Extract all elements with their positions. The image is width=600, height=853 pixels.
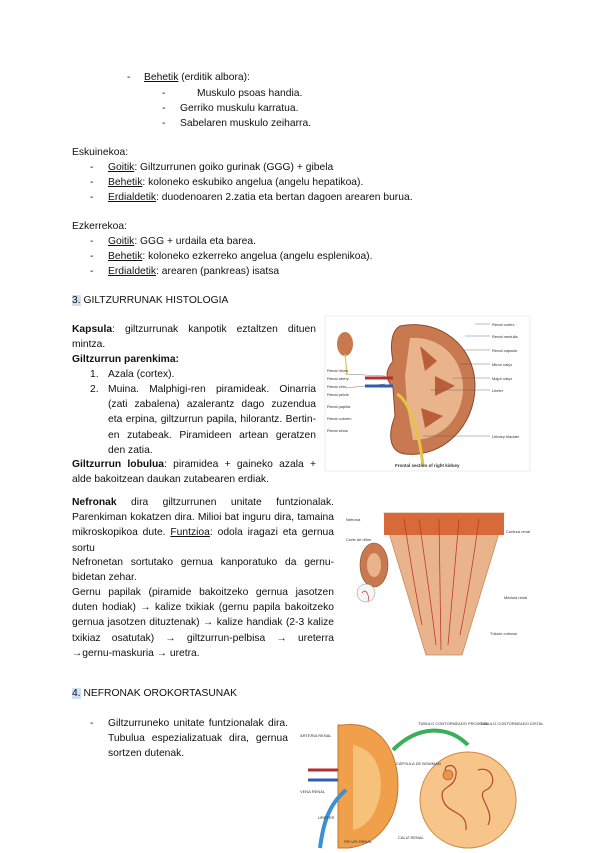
nephron-zoom-figure xyxy=(298,715,544,848)
figure-label: Renal vein xyxy=(327,384,346,389)
figure-label: Túbulo colector xyxy=(490,631,518,636)
list-dash: - xyxy=(127,72,131,83)
kapsula-label: Kapsula xyxy=(72,324,113,335)
figure-label: Ureter xyxy=(492,388,504,393)
item-label: Goitik xyxy=(108,162,135,173)
figure-label: Renal medulla xyxy=(492,334,518,339)
ezkerrekoa-title: Ezkerrekoa: xyxy=(72,221,127,232)
figure-label: Renal artery xyxy=(327,376,349,381)
figure-label: Nefrona xyxy=(346,517,361,522)
kidney-inset xyxy=(337,332,353,356)
figure-label: TÚBULO CONTORNEADO DISTAL xyxy=(480,721,544,726)
list-dash: - xyxy=(162,88,166,99)
figure-label: CÁPSULA DE BOWMAN xyxy=(396,761,441,766)
figure-label: Médula renal xyxy=(504,595,528,600)
figure-caption: Frontal section of right kidney xyxy=(395,463,460,468)
nefronak-label: Nefronak xyxy=(72,497,117,508)
behetik-rest: (erditik albora): xyxy=(178,72,250,83)
lobulua-label: Giltzurrun lobulua xyxy=(72,459,165,470)
figure-label: CALIZ RENAL xyxy=(398,835,424,840)
kapsula-text: : giltzurrunak kanpotik eztaltzen dituen mintza. xyxy=(72,324,316,351)
figure-label: Renal hilum xyxy=(327,368,349,373)
item-label: Erdialdetik xyxy=(108,192,157,203)
list-item xyxy=(108,249,372,264)
kapsula-paragraph xyxy=(72,322,316,352)
list-dash: - xyxy=(162,118,166,129)
figure-label: Renal pelvis xyxy=(327,392,349,397)
item-rest: : duodenoaren 2.zatia eta bertan dagoen arearen burua. xyxy=(156,192,413,203)
list-dash: - xyxy=(162,103,166,114)
item-rest: : koloneko eskubiko angelua (angelu hepatikoa). xyxy=(142,177,364,188)
list-item: Muskulo psoas handia. xyxy=(197,88,303,99)
section-title: GILTZURRUNAK HISTOLOGIA xyxy=(80,295,229,306)
behetik-label: Behetik xyxy=(144,72,179,83)
list-item xyxy=(108,264,279,279)
figure-label: TÚBULO CONTORNEADO PROXIMAL xyxy=(418,721,489,726)
paragraph: Gernu papilak (piramide bakoitzeko gernua jasotzen duten hodiak) → kalize txikiak (gernu papila bakoitzeko gernua jasotzen dituztenak) → kalize handiak (2-3 kalize txikiaz osatutak) → giltzurrun-pelbisa → ureterra →gernu-maskuria → uretra. xyxy=(72,587,334,659)
list-dash: - xyxy=(90,718,94,729)
list-item: Gerriko muskulu karratua. xyxy=(180,103,299,114)
section-heading xyxy=(72,686,237,701)
kidney-section-figure xyxy=(325,316,530,471)
figure-label: Minor calyx xyxy=(492,362,513,367)
nephron-zoom-circle xyxy=(420,752,516,848)
figure-label: Renal column xyxy=(327,416,352,421)
item-label: Behetik xyxy=(108,251,143,262)
list-dash: - xyxy=(90,177,94,188)
list-dash: - xyxy=(90,192,94,203)
figure-label: Renal papilla xyxy=(327,404,351,409)
item-rest: : Giltzurrunen goiko gurinak (GGG) + gibela xyxy=(134,162,334,173)
list-item xyxy=(108,190,413,205)
section-title: NEFRONAK OROKORTASUNAK xyxy=(80,688,237,699)
figure-label: Corteza renal xyxy=(506,529,531,534)
section-number: 4. xyxy=(72,688,81,699)
list-item xyxy=(108,160,333,175)
figure-label: VENA RENAL xyxy=(300,789,326,794)
list-number: 2. xyxy=(90,384,99,395)
nefronak-text: dira giltzurrunen unitate funtzionalak. Parenkiman kokatzen dira. Milioi bat inguru dira, tamaina mikroskopikoa dute. xyxy=(72,497,334,539)
list-item: Muina. Malphigi-ren piramideak. Oinarria (zati zabalena) azalerantz dago zuzendua eta erpina, giltzurrun papila, hilorantz. Bertin-en zutabeak. Piramideen artean geratzen den zatia. xyxy=(108,384,316,456)
item-label: Erdialdetik xyxy=(108,266,157,277)
item-rest: : arearen (pankreas) isatsa xyxy=(156,266,280,277)
figure-label: Renal capsule xyxy=(492,348,518,353)
figure-label: Renal sinus xyxy=(327,428,348,433)
funtzioa-label: Funtzioa xyxy=(170,527,210,539)
paragraph: Nefronetan sortutako gernua kanporatuko da gernu-bidetan zehar. xyxy=(72,557,334,584)
behetik-line xyxy=(144,70,250,85)
figure-label: URETER xyxy=(318,815,335,820)
item-rest: : GGG + urdaila eta barea. xyxy=(134,236,256,247)
list-item xyxy=(108,175,363,190)
nefronak-text: : odola iragazi eta gernua sortu xyxy=(72,527,334,554)
figure-label: Corte de riñón xyxy=(346,537,372,542)
list-dash: - xyxy=(90,236,94,247)
parenkima-heading: Giltzurrun parenkima: xyxy=(72,354,179,365)
lobulua-paragraph xyxy=(72,457,316,487)
figure-label: Urinary bladder xyxy=(492,434,520,439)
list-item: Sabelaren muskulo zeiharra. xyxy=(180,118,312,129)
section-heading xyxy=(72,293,228,308)
section-number: 3. xyxy=(72,295,81,306)
item-label: Goitik xyxy=(108,236,135,247)
nephron-detail xyxy=(357,584,375,602)
item-label: Behetik xyxy=(108,177,143,188)
figure-label: Renal cortex xyxy=(492,322,515,327)
list-item: Azala (cortex). xyxy=(108,369,175,380)
cortex-band xyxy=(384,513,504,535)
nefronak-paragraph xyxy=(72,495,334,556)
list-item xyxy=(108,234,256,249)
list-dash: - xyxy=(90,251,94,262)
list-dash: - xyxy=(90,266,94,277)
item-rest: : koloneko ezkerreko angelua (angelu esplenikoa). xyxy=(142,251,373,262)
list-dash: - xyxy=(90,162,94,173)
list-number: 1. xyxy=(90,369,99,380)
list-item: Giltzurruneko unitate funtzionalak dira. Tubulua espezializatuak dira, gernua sortzen dutenak. xyxy=(108,718,288,760)
eskuinekoa-title: Eskuinekoa: xyxy=(72,147,129,158)
nephron-figure xyxy=(344,505,530,663)
figure-label: Major calyx xyxy=(492,376,513,381)
figure-label: ARTERIA RENAL xyxy=(300,733,332,738)
figure-label: PELVIS RENAL xyxy=(344,839,373,844)
lobulua-text: : piramidea + gaineko azala + alde bakoitzean daukan zutabearen erdiak. xyxy=(72,459,317,486)
